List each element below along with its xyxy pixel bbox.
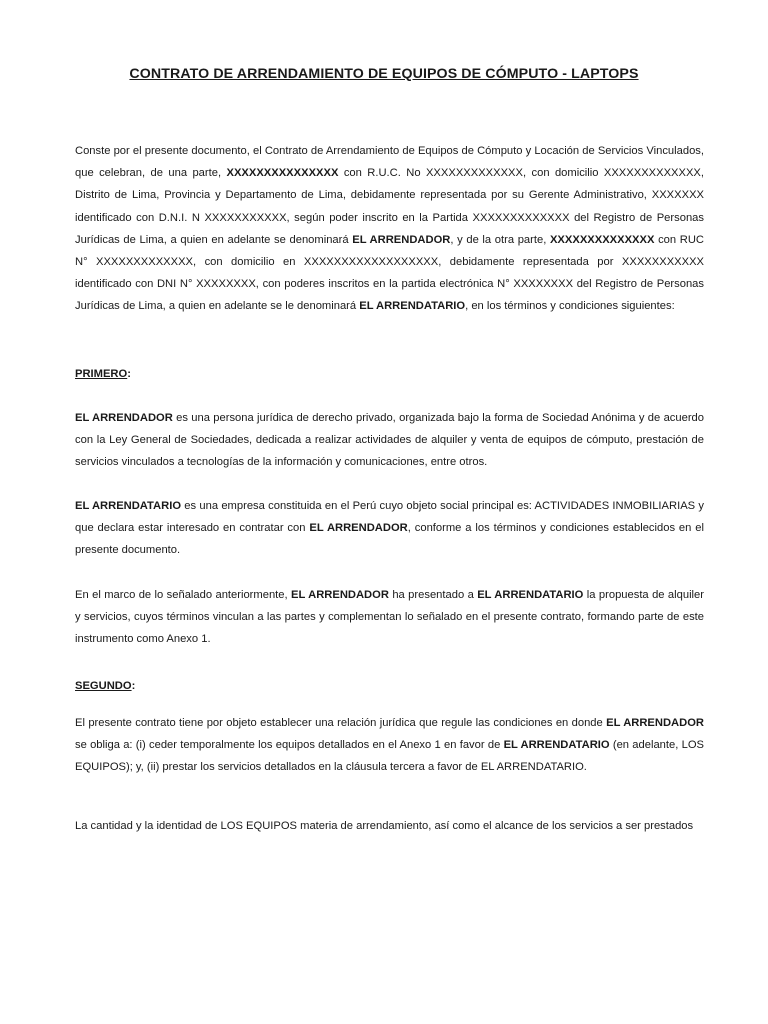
p2-text-1: es una empresa constituida en el Perú cuyo objeto social principal es: ACTIVIDADES INMOBILIARIAS y que declara estar interesado en contratar con [75,500,704,535]
section-heading-primero [75,365,131,383]
primero-heading-label: PRIMERO [75,368,128,380]
intro-text-5: , en los términos y condiciones siguientes: [465,300,675,313]
primero-paragraph-2 [75,495,704,562]
p1-text: es una persona jurídica de derecho privado, organizada bajo la forma de Sociedad Anónima y de acuerdo con la Ley General de Sociedades, dedicada a realizar actividades de alquiler y venta de equipos de cómputo, prestación de servicios vinculados a tecnologías de la información y comunicaciones, entre otros. [75,412,704,469]
primero-paragraph-1 [75,407,704,474]
segundo-paragraph-2: La cantidad y la identidad de LOS EQUIPOS materia de arrendamiento, así como el alcance de los servicios a ser prestados [75,820,694,832]
s1-text-3: (en adelante, LOS EQUIPOS); y, (ii) prestar los servicios detallados en la cláusula tercera a favor de EL ARRENDATARIO. [75,739,704,774]
p1-bold-arrendador: EL ARRENDADOR [75,412,173,424]
p2-bold-arrendador: EL ARRENDADOR [309,522,408,535]
p2-text-2: , conforme a los términos y condiciones establecidos en el presente documento. [75,522,704,557]
primero-heading-colon: : [127,368,131,380]
s1-bold-arrendador: EL ARRENDADOR [606,717,704,729]
s1-bold-arrendatario: EL ARRENDATARIO [503,739,610,752]
intro-text-3: , y de la otra parte, [450,233,550,246]
segundo-heading-label: SEGUNDO [75,680,132,692]
s1-text-2: se obliga a: (i) ceder temporalmente los equipos detallados en el Anexo 1 en favor de [75,739,504,752]
intro-bold-lessor-name: XXXXXXXXXXXXXXX [226,167,339,180]
intro-paragraph [75,140,704,318]
p3-bold-arrendatario: EL ARRENDATARIO [477,589,584,601]
p3-text-2: ha presentado a [388,589,478,601]
s1-text-1: El presente contrato tiene por objeto establecer una relación jurídica que regule las condiciones en donde [75,717,607,729]
p3-bold-arrendador: EL ARRENDADOR [291,589,389,601]
intro-text-1: Conste por el presente documento, el Contrato de Arrendamiento de Equipos de Cómputo y Locación de Servicios Vinculados, que celebran, de una parte, [75,145,704,180]
intro-text-4: con RUC N° XXXXXXXXXXXXX, con domicilio en XXXXXXXXXXXXXXXXXX, debidamente representada por XXXXXXXXXXX identificado con DNI N° XXXXXXXX, con poderes inscritos en la partida electrónica N° XXXXXXXX del Registro de Personas Jurídicas de Lima, a quien en adelante se le denominará [75,233,705,313]
segundo-heading-colon: : [131,680,136,692]
intro-bold-arrendador: EL ARRENDADOR [352,233,451,246]
primero-paragraph-3 [75,584,704,651]
p2-bold-arrendatario: EL ARRENDATARIO [75,500,182,512]
intro-bold-lessee-name: XXXXXXXXXXXXXX [549,233,655,246]
p3-text-1: En el marco de lo señalado anteriormente, [75,589,292,601]
intro-bold-arrendatario: EL ARRENDATARIO [359,300,466,313]
intro-text-2: con R.U.C. No XXXXXXXXXXXXX, con domicilio XXXXXXXXXXXXX, Distrito de Lima, Provincia y Departamento de Lima, debidamente representada por su Gerente Administrativo, XXXXXXX identificado con D.N.I. N XXXXXXXXXXX, según poder inscrito en la Partida XXXXXXXXXXXXX del Registro de Personas Jurídicas de Lima, a quien en adelante se denominará [75,167,705,246]
section-heading-segundo [75,677,135,695]
p3-text-3: la propuesta de alquiler y servicios, cuyos términos vinculan a las partes y complementan lo señalado en el presente contrato, formando parte de este instrumento como Anexo 1. [75,589,704,646]
document-title: CONTRATO DE ARRENDAMIENTO DE EQUIPOS DE CÓMPUTO - LAPTOPS [129,66,639,82]
segundo-paragraph-1 [75,712,704,779]
